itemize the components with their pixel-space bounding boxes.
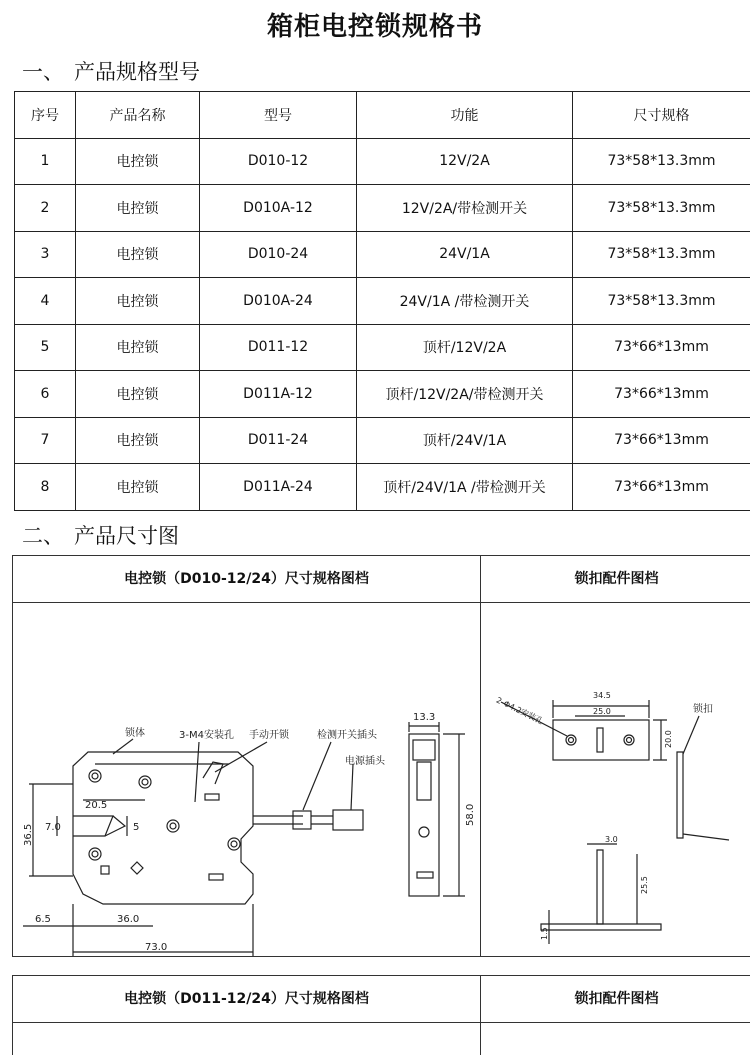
table-cell: 73*58*13.3mm xyxy=(573,231,750,278)
dim-6-5: 6.5 xyxy=(35,914,51,925)
section-heading-dimensions xyxy=(22,520,179,550)
label-manual-unlock: 手动开锁 xyxy=(249,728,290,741)
table-cell: 73*66*13mm xyxy=(573,417,750,464)
table-cell: 电控锁 xyxy=(76,185,200,232)
table-cell: 3 xyxy=(15,231,76,278)
header-cell: 功能 xyxy=(357,92,573,139)
header-cell: 序号 xyxy=(15,92,76,139)
document-title: 箱柜电控锁规格书 xyxy=(0,6,750,43)
dim-25-0: 25.0 xyxy=(593,707,611,716)
header-cell: 型号 xyxy=(200,92,357,139)
table-cell: 73*58*13.3mm xyxy=(573,278,750,325)
dim-73-0: 73.0 xyxy=(145,942,167,953)
table-row xyxy=(15,278,750,325)
table-row xyxy=(15,185,750,232)
table-cell: 12V/2A/带检测开关 xyxy=(357,185,573,232)
table-cell: 73*58*13.3mm xyxy=(573,138,750,185)
label-power-plug: 电源插头 xyxy=(345,754,386,767)
table-cell: 6 xyxy=(15,371,76,418)
catch-drawing xyxy=(481,604,750,956)
panel-title-left: 电控锁（D011-12/24）尺寸规格图档 xyxy=(13,976,480,1023)
table-cell: D011-24 xyxy=(200,417,357,464)
dimension-panel-d010 xyxy=(12,555,750,957)
label-catch: 锁扣 xyxy=(693,702,713,715)
panel-divider xyxy=(480,976,481,1055)
panel-title-left: 电控锁（D010-12/24）尺寸规格图档 xyxy=(13,556,480,603)
table-cell: 顶杆/12V/2A xyxy=(357,324,573,371)
section-heading-specs xyxy=(22,56,200,86)
section-number: 一、 xyxy=(22,56,74,86)
table-cell: 电控锁 xyxy=(76,371,200,418)
table-cell: 电控锁 xyxy=(76,278,200,325)
table-cell: D010-24 xyxy=(200,231,357,278)
label-catch-holes: 2-Φ4.2安装孔 xyxy=(495,695,545,726)
table-cell: D010A-12 xyxy=(200,185,357,232)
table-cell: 73*66*13mm xyxy=(573,371,750,418)
dim-36-5: 36.5 xyxy=(23,824,34,846)
panel-title-right: 锁扣配件图档 xyxy=(480,556,750,603)
table-header-row xyxy=(15,92,750,139)
table-row xyxy=(15,138,750,185)
dim-7-0: 7.0 xyxy=(45,822,61,833)
table-cell: 5 xyxy=(15,324,76,371)
header-cell: 产品名称 xyxy=(76,92,200,139)
section-label: 产品规格型号 xyxy=(74,60,200,84)
table-cell: 电控锁 xyxy=(76,417,200,464)
table-cell: 顶杆/24V/1A /带检测开关 xyxy=(357,464,573,511)
table-cell: 8 xyxy=(15,464,76,511)
table-cell: D010-12 xyxy=(200,138,357,185)
dim-20-5: 20.5 xyxy=(85,800,107,811)
section-number: 二、 xyxy=(22,520,74,550)
table-cell: 顶杆/12V/2A/带检测开关 xyxy=(357,371,573,418)
table-cell: 7 xyxy=(15,417,76,464)
table-row xyxy=(15,324,750,371)
table-cell: 1 xyxy=(15,138,76,185)
header-cell: 尺寸规格 xyxy=(573,92,750,139)
table-row xyxy=(15,231,750,278)
table-cell: 73*66*13mm xyxy=(573,324,750,371)
dim-3-0: 3.0 xyxy=(605,835,618,844)
dim-25-5: 25.5 xyxy=(640,876,649,894)
table-cell: 73*66*13mm xyxy=(573,464,750,511)
label-mount-holes: 3-M4安装孔 xyxy=(179,728,234,741)
table-cell: 73*58*13.3mm xyxy=(573,185,750,232)
dim-36-0: 36.0 xyxy=(117,914,139,925)
table-cell: 24V/1A xyxy=(357,231,573,278)
panel-title-right: 锁扣配件图档 xyxy=(480,976,750,1023)
label-detect-plug: 检测开关插头 xyxy=(317,728,378,741)
spec-table xyxy=(14,91,750,511)
table-row xyxy=(15,371,750,418)
dim-5: 5 xyxy=(133,822,139,833)
table-cell: 顶杆/24V/1A xyxy=(357,417,573,464)
table-cell: 4 xyxy=(15,278,76,325)
dim-13-3: 13.3 xyxy=(413,712,435,723)
section-label: 产品尺寸图 xyxy=(74,524,179,548)
table-cell: 电控锁 xyxy=(76,138,200,185)
dim-20-0: 20.0 xyxy=(664,730,673,748)
table-cell: D011-12 xyxy=(200,324,357,371)
table-cell: 24V/1A /带检测开关 xyxy=(357,278,573,325)
lock-body-drawing xyxy=(13,604,480,956)
table-cell: D011A-24 xyxy=(200,464,357,511)
dimension-panel-d011 xyxy=(12,975,750,1055)
label-lock-body: 锁体 xyxy=(125,726,145,739)
table-row xyxy=(15,464,750,511)
dim-58-0: 58.0 xyxy=(465,804,476,826)
table-cell: D010A-24 xyxy=(200,278,357,325)
dim-34-5: 34.5 xyxy=(593,691,611,700)
table-cell: 电控锁 xyxy=(76,324,200,371)
table-cell: 电控锁 xyxy=(76,464,200,511)
dim-1-5: 1.5 xyxy=(540,927,549,940)
table-cell: D011A-12 xyxy=(200,371,357,418)
table-cell: 2 xyxy=(15,185,76,232)
table-row xyxy=(15,417,750,464)
table-cell: 12V/2A xyxy=(357,138,573,185)
table-cell: 电控锁 xyxy=(76,231,200,278)
